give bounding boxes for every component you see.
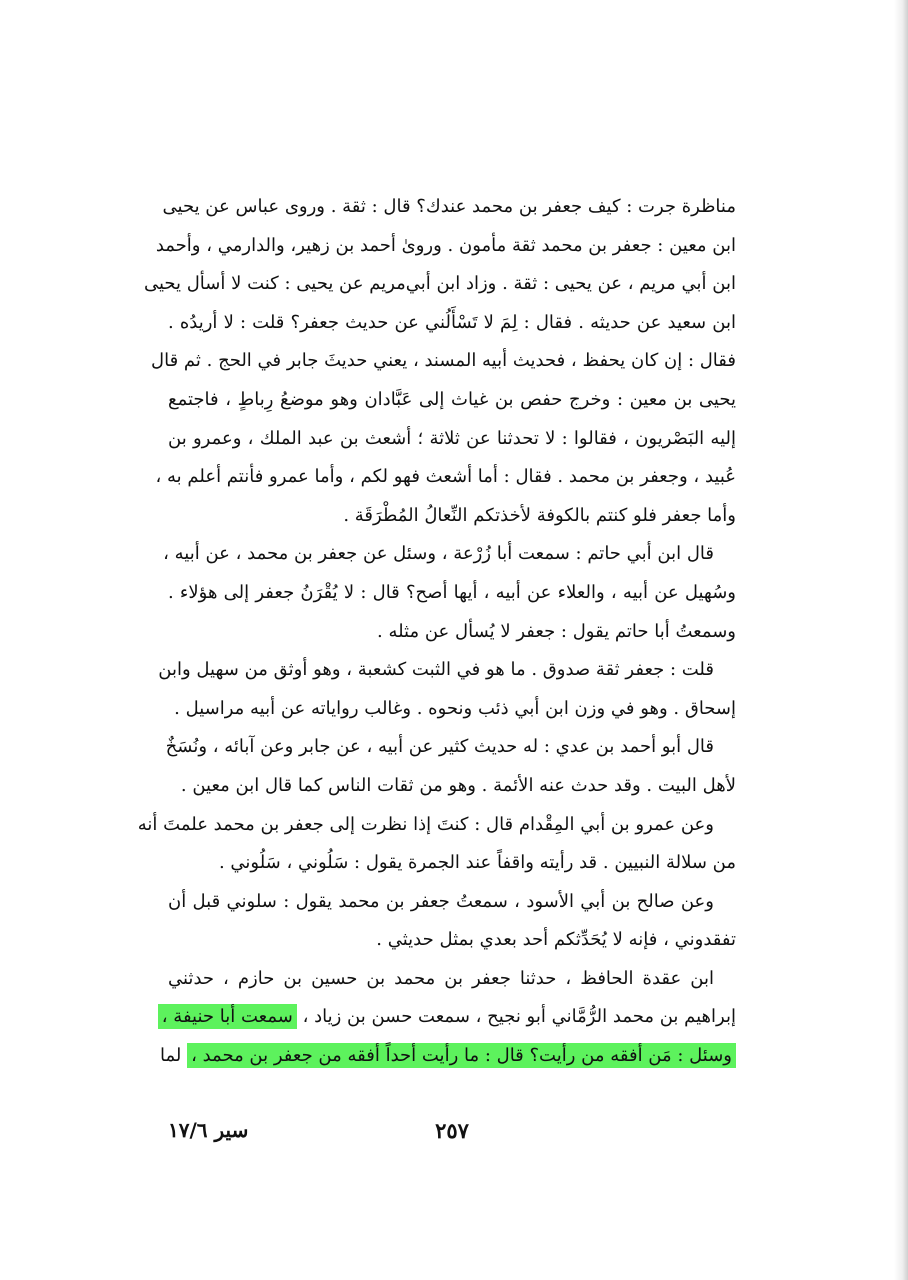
text-line: إليه البَصْريون ، فقالوا : لا تحدثنا عن ثلاثة ؛ أشعث بن عبد الملك ، وعمرو بن	[168, 427, 736, 449]
text-line: ابن عقدة الحافظ ، حدثنا جعفر بن محمد بن حسين بن حازم ، حدثني	[168, 967, 714, 989]
text-line: تفقدوني ، فإنه لا يُحَدِّثكم أحد بعدي بمثل حديثي .	[376, 929, 736, 951]
text-line: وأما جعفر فلو كنتم بالكوفة لأخذتكم النِّعالُ المُطْرَقَة .	[343, 504, 736, 526]
highlighted-text-line	[161, 998, 736, 1037]
text-line: وسمعتُ أبا حاتم يقول : جعفر لا يُسأل عن مثله .	[377, 620, 736, 642]
text-line: قلت : جعفر ثقة صدوق . ما هو في الثبت كشعبة ، وهو أوثق من سهيل وابن	[158, 659, 714, 681]
text-line: وعن صالح بن أبي الأسود ، سمعتُ جعفر بن محمد يقول : سلوني قبل أن	[168, 890, 714, 912]
page-number: ٢٥٧	[435, 1118, 469, 1143]
page-edge-shadow	[894, 0, 908, 1280]
text-line: وسُهيل عن أبيه ، والعلاء عن أبيه ، أيها أصح؟ قال : لا يُقْرَنُ جعفر إلى هؤلاء .	[168, 581, 736, 603]
text-line: عُبيد ، وجعفر بن محمد . فقال : أما أشعث فهو لكم ، وأما عمرو فأنتم أعلم به ،	[155, 466, 736, 488]
text-segment: لما	[159, 1045, 182, 1067]
text-line: ابن سعيد عن حديثه . فقال : لِمَ لا تَسْأَلُني عن حديث جعفر؟ قلت : لا أريدُه .	[168, 311, 736, 333]
signature-mark: سير ١٧/٦	[168, 1118, 249, 1142]
document-body	[137, 188, 736, 1076]
text-line: فقال : إن كان يحفظ ، فحديث أبيه المسند ، يعني حديثَ جابر في الحج . ثم قال	[151, 350, 736, 372]
text-line: مناظرة جرت : كيف جعفر بن محمد عندك؟ قال : ثقة . وروى عباس عن يحيى	[162, 196, 736, 217]
text-line: ابن معين : جعفر بن محمد ثقة مأمون . وروىٰ أحمد بن زهير، والدارمي ، وأحمد	[155, 234, 736, 256]
text-line: لأهل البيت . وقد حدث عنه الأئمة . وهو من ثقات الناس كما قال ابن معين .	[180, 774, 736, 796]
text-line: من سلالة النبيين . قد رأيته واقفاً عند الجمرة يقول : سَلُوني ، سَلُوني .	[218, 852, 736, 874]
page-footer	[168, 1118, 736, 1158]
text-line: ابن أبي مريم ، عن يحيى : ثقة . وزاد ابن أبي‌مريم عن يحيى : كنت لا أسأل يحيى	[143, 273, 736, 295]
text-line: يحيى بن معين : وخرج حفص بن غياث إلى عَبَّادان وهو موضعُ رِباطٍ ، فاجتمع	[168, 388, 736, 410]
highlighted-text: سمعت أبا حنيفة ،	[158, 1004, 297, 1029]
highlighted-text: وسئل : مَن أفقه من رأيت؟ قال : ما رأيت أحداً أفقه من جعفر بن محمد ،	[187, 1043, 736, 1068]
text-line: إسحاق . وهو في وزن ابن أبي ذئب ونحوه . وغالب رواياته عن أبيه مراسيل .	[174, 697, 736, 719]
text-line: وعن عمرو بن أبي المِقْدام قال : كنتَ إذا نظرت إلى جعفر بن محمد علمتَ أنه	[137, 813, 714, 835]
highlighted-text-line	[159, 1037, 736, 1076]
text-segment: إبراهيم بن محمد الرُّمَّاني أبو نجيح ، سمعت حسن بن زياد ،	[302, 1006, 736, 1028]
text-line: قال أبو أحمد بن عدي : له حديث كثير عن أبيه ، عن جابر وعن آبائه ، ونُسَخٌ	[165, 736, 714, 758]
text-line: قال ابن أبي حاتم : سمعت أبا زُرْعة ، وسئل عن جعفر بن محمد ، عن أبيه ،	[163, 543, 714, 565]
